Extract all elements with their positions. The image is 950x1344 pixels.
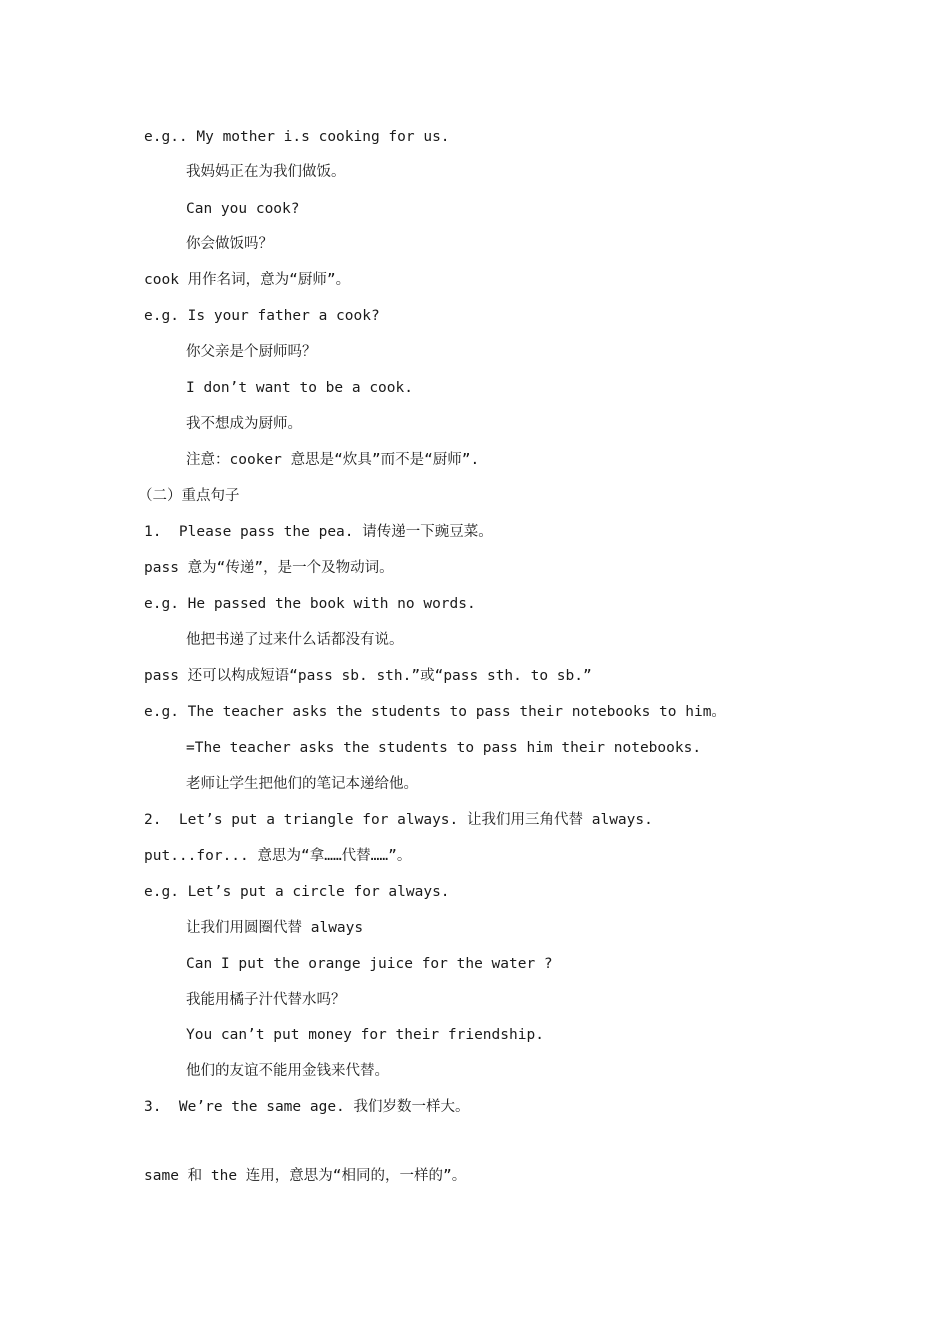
explanation-line: put...for... 意思为“拿……代替……”。 xyxy=(144,848,412,864)
example-line: =The teacher asks the students to pass him their notebooks. xyxy=(186,740,702,756)
translation-line: 我妈妈正在为我们做饭。 xyxy=(186,164,346,180)
translation-line: 你会做饭吗？ xyxy=(186,236,273,252)
explanation-line: pass 还可以构成短语“pass sb. sth.”或“pass sth. to sb.” xyxy=(144,668,592,684)
key-sentence: 2. Let’s put a triangle for always. 让我们用三角代替 always. xyxy=(144,812,653,828)
key-sentence: 3. We’re the same age. 我们岁数一样大。 xyxy=(144,1099,470,1115)
translation-line: 我能用橘子汁代替水吗？ xyxy=(186,992,346,1008)
translation-line: 我不想成为厨师。 xyxy=(186,416,302,432)
example-line: Can you cook? xyxy=(186,201,300,217)
example-line: I don’t want to be a cook. xyxy=(186,380,413,396)
example-line: e.g. Let’s put a circle for always. xyxy=(144,884,450,900)
translation-line: 老师让学生把他们的笔记本递给他。 xyxy=(186,776,418,792)
explanation-line: same 和 the 连用，意思为“相同的，一样的”。 xyxy=(144,1168,467,1184)
example-line: You can’t put money for their friendship. xyxy=(186,1027,544,1043)
translation-line: 他们的友谊不能用金钱来代替。 xyxy=(186,1063,389,1079)
example-line: e.g. The teacher asks the students to pass their notebooks to him。 xyxy=(144,704,726,720)
explanation-line: pass 意为“传递”，是一个及物动词。 xyxy=(144,560,394,576)
note-line: 注意：cooker 意思是“炊具”而不是“厨师”. xyxy=(186,452,480,468)
translation-line: 他把书递了过来什么话都没有说。 xyxy=(186,632,404,648)
key-sentence: 1. Please pass the pea. 请传递一下豌豆菜。 xyxy=(144,524,493,540)
example-line: Can I put the orange juice for the water ? xyxy=(186,956,553,972)
example-line: e.g. He passed the book with no words. xyxy=(144,596,476,612)
example-line: e.g.. My mother i.s cooking for us. xyxy=(144,129,450,145)
translation-line: 你父亲是个厨师吗？ xyxy=(186,344,317,360)
example-line: e.g. Is your father a cook? xyxy=(144,308,380,324)
explanation-line: cook 用作名词，意为“厨师”。 xyxy=(144,272,351,288)
translation-line: 让我们用圆圈代替 always xyxy=(186,920,364,936)
section-heading: （二）重点句子 xyxy=(138,488,240,504)
